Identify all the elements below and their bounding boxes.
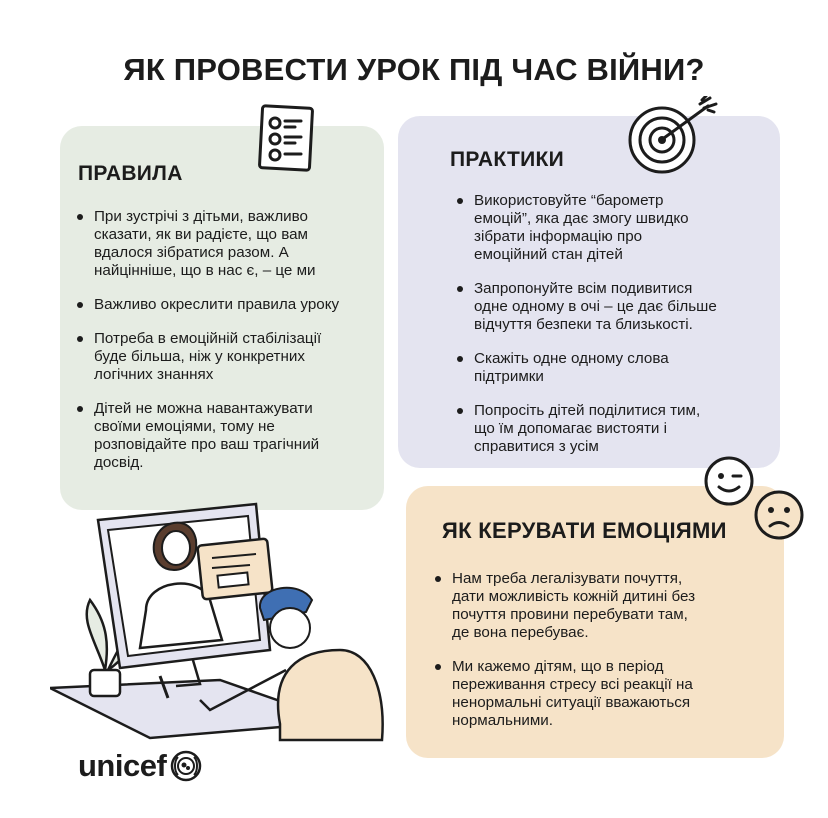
practices-item: Запропонуйте всім подивитися одне одному в очі – це дає більше відчуття безпеки та близькості.: [454, 280, 772, 334]
practices-heading: ПРАКТИКИ: [450, 148, 564, 171]
rules-item: При зустрічі з дітьми, важливо сказати, як ви радієте, що вам вдалося зібратися разом. А найцінніше, що в нас є, – це ми: [74, 208, 374, 280]
rules-item: Дітей не можна навантажувати своїми емоціями, тому не розповідайте про ваш трагічний досвід.: [74, 400, 374, 472]
unicef-wordmark: unicef: [78, 748, 167, 783]
page-title: ЯК ПРОВЕСТИ УРОК ПІД ЧАС ВІЙНИ?: [123, 52, 705, 87]
target-icon: [622, 96, 722, 176]
practices-card: [398, 116, 780, 468]
emotions-item: Нам треба легалізувати почуття, дати можливість кожній дитині без почуття провини перебувати там, де вона перебуває.: [432, 570, 772, 642]
practices-item: Скажіть одне одному слова підтримки: [454, 350, 772, 386]
online-lesson-illustration: [50, 500, 400, 745]
emotions-item: Ми кажемо дітям, що в період переживання стресу всі реакції на ненормальні ситуації вважаються нормальними.: [432, 658, 772, 730]
unicef-logo: [78, 748, 203, 784]
wink-face-icon: [702, 454, 756, 508]
practices-item: Використовуйте “барометр емоцій”, яка дає змогу швидко зібрати інформацію про емоційний стан дітей: [454, 192, 772, 264]
practices-list: [454, 192, 772, 472]
emotions-list: [432, 570, 772, 746]
rules-item: Важливо окреслити правила уроку: [74, 296, 374, 314]
rules-card: [60, 126, 384, 510]
sad-face-icon: [752, 488, 806, 542]
rules-list: [74, 208, 374, 488]
rules-item: Потреба в емоційній стабілізації буде більша, ніж у конкретних логічних знаннях: [74, 330, 374, 384]
rules-heading: ПРАВИЛА: [78, 162, 183, 185]
practices-item: Попросіть дітей поділитися тим, що їм допомагає вистояти і справитися з усім: [454, 402, 772, 456]
emotions-heading: ЯК КЕРУВАТИ ЕМОЦІЯМИ: [442, 518, 727, 543]
emotions-card: [406, 486, 784, 758]
checklist-icon: [255, 103, 319, 175]
unicef-emblem-icon: [169, 749, 203, 783]
